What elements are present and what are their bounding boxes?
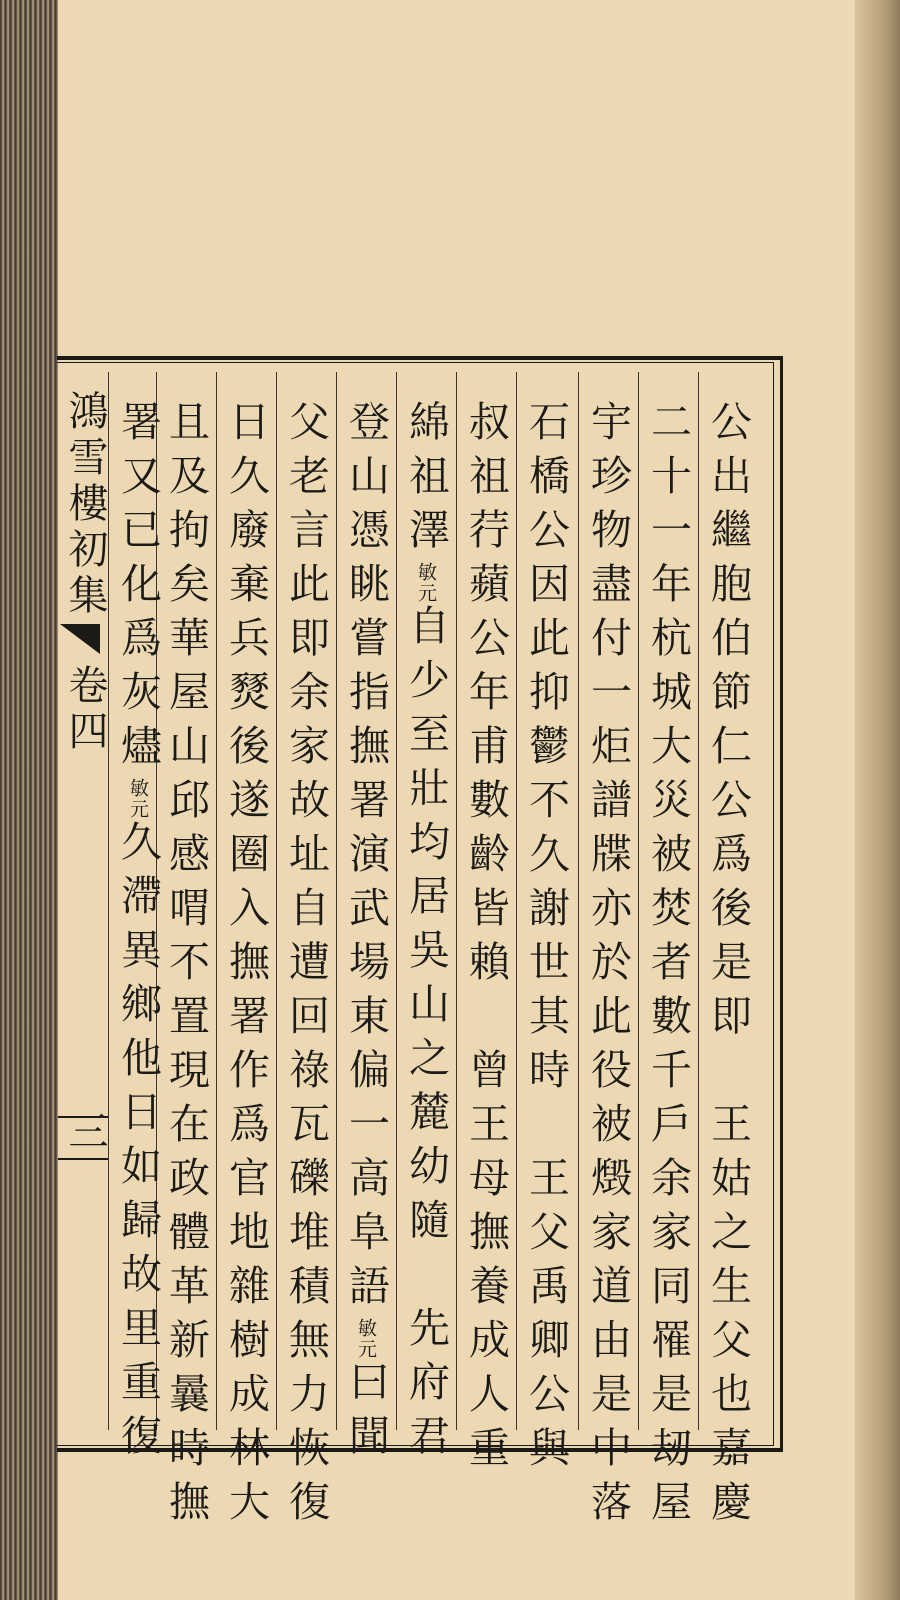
fold-mark	[58, 1158, 108, 1160]
text-column	[456, 400, 516, 1480]
column-text: 二十一年杭城大災被焚者數千戶余家同罹是刼屋	[644, 400, 692, 1534]
column-text: 曰聞	[342, 1360, 390, 1468]
text-column	[396, 400, 456, 1468]
inline-name-note: 敏元	[355, 1318, 377, 1360]
text-column	[336, 400, 396, 1468]
column-text: 叔祖荇蘋公年甫數齡皆賴 曾王母撫養成人重	[462, 400, 510, 1480]
fish-tail-mark	[60, 624, 100, 654]
text-column	[108, 400, 168, 1468]
text-column	[216, 400, 276, 1534]
column-text: 宇珍物盡付一炬譜牒亦於此役被燬家道由是中落	[584, 400, 632, 1534]
column-text: 且及拘矣華屋山邱感喟不置現在政體革新曩時撫	[162, 400, 210, 1534]
inline-name-note: 敏元	[127, 778, 149, 820]
inline-name-note: 敏元	[415, 562, 437, 604]
text-column	[638, 400, 698, 1534]
text-column	[578, 400, 638, 1534]
book-binding	[855, 0, 900, 1600]
text-column	[698, 400, 758, 1534]
text-column	[276, 400, 336, 1534]
column-text: 自少至壯均居吳山之麓幼隨 先府君	[402, 604, 450, 1468]
page-number: 三	[62, 1110, 108, 1150]
volume-label: 卷四	[62, 664, 108, 756]
text-column	[516, 400, 576, 1480]
column-text: 石橋公因此抑鬱不久謝世其時 王父禹卿公與	[522, 400, 570, 1480]
page-edges	[0, 0, 58, 1600]
book-title: 鴻雪樓初集	[62, 390, 108, 620]
column-text: 久滯異鄉他日如歸故里重復	[114, 820, 162, 1468]
column-text: 綿祖澤	[402, 400, 450, 562]
column-text: 登山憑眺嘗指撫署演武場東偏一高阜語	[342, 400, 390, 1318]
column-text: 公出繼胞伯節仁公爲後是即 王姑之生父也嘉慶	[704, 400, 752, 1534]
column-text: 日久廢棄兵燹後遂圈入撫署作爲官地雜樹成林大	[222, 400, 270, 1534]
column-text: 署又已化爲灰燼	[114, 400, 162, 778]
column-text: 父老言此即余家故址自遭回祿瓦礫堆積無力恢復	[282, 400, 330, 1534]
